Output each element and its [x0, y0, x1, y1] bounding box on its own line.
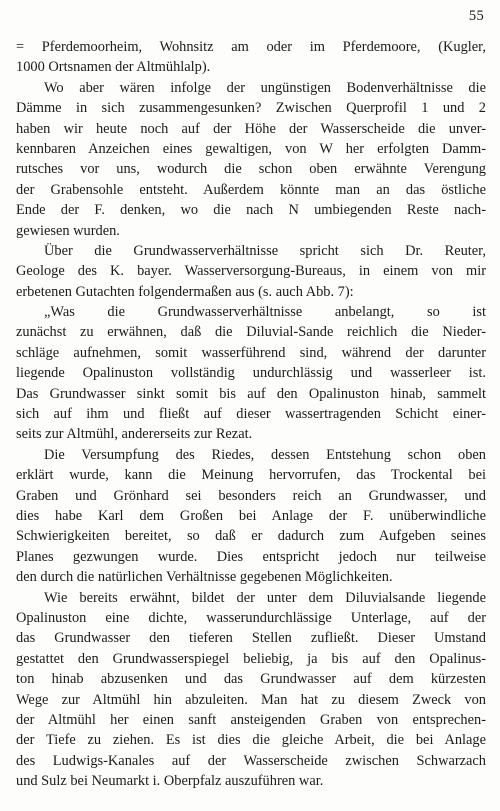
text-line: dies habe Karl dem Großen bei Anlage der F. unüberwindliche [16, 507, 486, 524]
text-line: erklärt wurde, kann die Meinung hervorrufen, das Trockental bei [16, 467, 486, 484]
text-line: Ende der F. denken, wo die nach N umbiegenden Reste nach- [16, 202, 486, 219]
text-line: Graben und Grönhard sei besonders reich an Grundwasser, und [16, 487, 486, 504]
text-line: sich auf ihm und fließt auf dieser wassertragenden Schicht einer- [16, 406, 486, 423]
text-line: Schwierigkeiten bereitet, so daß er dadurch zum Aufgeben seines [16, 528, 486, 545]
text-line: Die Versumpfung des Riedes, dessen Entstehung schon oben [44, 446, 486, 463]
text-line: Das Grundwasser sinkt somit bis auf den Opalinuston hinab, sammelt [16, 385, 486, 402]
text-line: 1000 Ortsnamen der Altmühlalp). [16, 59, 211, 76]
text-line: seits zur Altmühl, andererseits zur Rezat. [16, 426, 253, 443]
text-line: der Altmühl her einen sanft ansteigenden Graben von entsprechen- [16, 711, 486, 728]
page-number: 55 [468, 8, 484, 24]
text-line: liegende Opalinuston vollständig undurchlässig und wasserleer ist. [16, 365, 486, 382]
text-line: erbetenen Gutachten folgendermaßen aus (s. auch Abb. 7): [16, 283, 354, 300]
text-line: Über die Grundwasserverhältnisse spricht sich Dr. Reuter, [44, 242, 486, 259]
text-line: des Ludwigs-Kanales auf der Wasserscheide zwischen Schwarzach [16, 752, 486, 769]
text-line: haben wir heute noch auf der Höhe der Wasserscheide die unver- [16, 120, 486, 137]
text-line: Opalinuston eine dichte, wasserundurchlässige Unterlage, auf der [16, 609, 486, 626]
text-line: Dämme in sich zusammengesunken? Zwischen Querprofil 1 und 2 [16, 100, 486, 117]
text-line: der Tiefe zu ziehen. Es ist dies die gleiche Arbeit, die bei Anlage [16, 732, 486, 749]
text-line: Wo aber wären infolge der ungünstigen Bodenverhältnisse die [44, 79, 486, 96]
body-text [16, 37, 486, 791]
text-line: „Was die Grundwasserverhältnisse anbelangt, so ist [44, 304, 486, 321]
text-line: rutsches vor uns, wodurch die schon oben erwähnte Verengung [16, 161, 486, 178]
text-line: und Sulz bei Neumarkt i. Oberpfalz auszuführen war. [16, 773, 324, 790]
text-line: Wege zur Altmühl hin abzuleiten. Man hat zu diesem Zweck von [16, 691, 486, 708]
text-line: Planes gezwungen wurde. Dies entspricht jedoch nur teilweise [16, 548, 486, 565]
text-line: = Pferdemoorheim, Wohnsitz am oder im Pferdemoore, (Kugler, [16, 39, 486, 55]
text-line: der Grabensohle entsteht. Außerdem könnte man an das östliche [16, 181, 486, 198]
text-line: kennbaren Anzeichen eines gewaltigen, von W her erfolgten Damm- [16, 140, 486, 157]
text-line: ton hinab abzusenken und das Grundwasser auf dem kürzesten [16, 671, 486, 688]
text-line: das Grundwasser den tieferen Stellen zufließt. Dieser Umstand [16, 630, 486, 647]
text-line: Wie bereits erwähnt, bildet der unter dem Diluvialsande liegende [44, 589, 486, 606]
text-line: Geologe des K. bayer. Wasserversorgung-Bureaus, in einem von mir [16, 263, 486, 280]
text-line: zunächst zu erwähnen, daß die Diluvial-Sande reichlich die Nieder- [16, 324, 486, 341]
text-line: schläge aufnehmen, somit wasserführend sind, während der darunter [16, 344, 486, 361]
text-line: den durch die natürlichen Verhältnisse gegebenen Möglichkeiten. [16, 569, 393, 586]
text-line: gewiesen wurden. [16, 222, 120, 239]
text-line: gestattet den Grundwasserspiegel beliebig, ja bis auf den Opalinus- [16, 650, 486, 667]
